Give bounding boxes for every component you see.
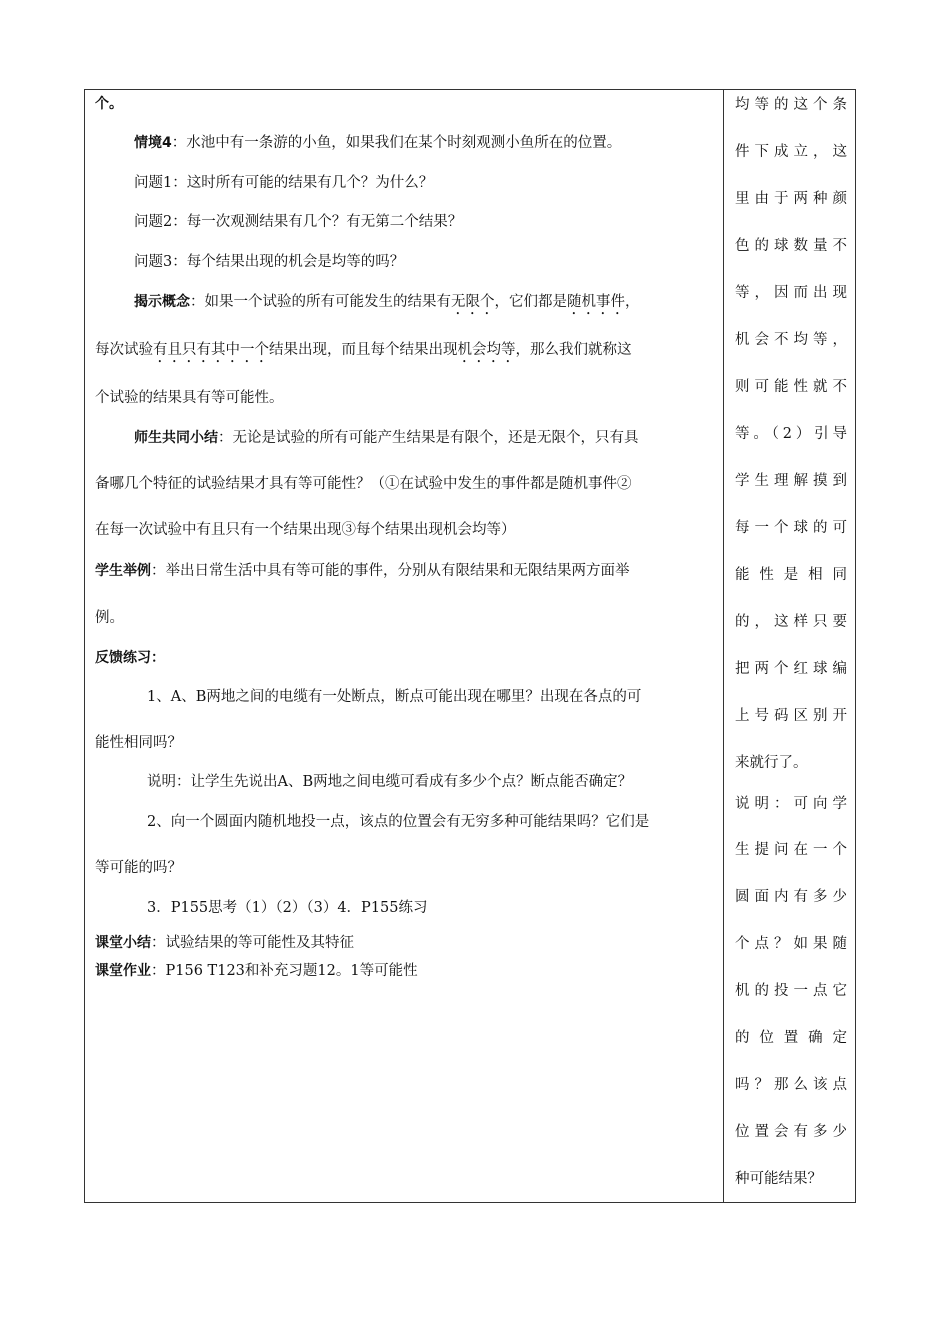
- emphasis-text: 有且只有其中一个: [153, 342, 269, 358]
- side-note-line: 能性是相同: [735, 567, 847, 583]
- side-note-line: 吗？那么该点: [735, 1077, 847, 1093]
- side-note-line: 学生理解摸到: [735, 473, 847, 489]
- homework-label: 课堂作业: [95, 963, 151, 979]
- concept-line-3: 个试验的结果具有等可能性。: [95, 390, 284, 406]
- summary-text: ：无论是试验的所有可能产生结果是有限个，还是无限个，只有具: [218, 430, 639, 446]
- side-note-line: 圆面内有多少: [735, 889, 847, 905]
- side-note-line: 位置会有多少: [735, 1124, 847, 1140]
- side-note-line: 生提问在一个: [735, 842, 847, 858]
- side-note-line: 每一个球的可: [735, 520, 847, 536]
- side-note-line: 件下成立，这: [735, 144, 847, 160]
- exercise-1-line-1: 1、A、B两地之间的电缆有一处断点，断点可能出现在哪里？出现在各点的可: [147, 689, 642, 705]
- exercise-1-line-2: 能性相同吗？: [95, 735, 182, 751]
- side-note-line: 色的球数量不: [735, 238, 847, 254]
- side-note-line: 把两个红球编: [735, 661, 847, 677]
- summary-line-1: [134, 428, 639, 448]
- feedback-label: 反馈练习：: [95, 650, 165, 666]
- side-note-line: 均等的这个条: [735, 97, 847, 113]
- exercise-1-note: 说明：让学生先说出A、B两地之间电缆可看成有多少个点？断点能否确定？: [147, 774, 633, 790]
- example-label: 学生举例: [95, 563, 151, 579]
- concept-text: 结果出现，而且每个结果出现: [269, 342, 458, 358]
- side-note-line: 等。（2）引导: [735, 426, 847, 442]
- summary-line-2: 备哪几个特征的试验结果才具有等可能性？（①在试验中发生的事件都是随机事件②: [95, 476, 632, 492]
- concept-text: ，: [625, 294, 640, 310]
- homework-text: ：P156 T123和补充习题12。1等可能性: [151, 963, 418, 979]
- side-note-line: 则可能性就不: [735, 379, 847, 395]
- scenario-4: [134, 133, 621, 153]
- concept-text: 每次试验: [95, 342, 153, 358]
- example-line-1: [95, 561, 630, 581]
- side-note-line: 里由于两种颜: [735, 191, 847, 207]
- lesson-table: [84, 89, 856, 1203]
- summary-label: 师生共同小结: [134, 430, 218, 446]
- concept-text: ：如果一个试验的所有可能发生的结果有: [190, 294, 451, 310]
- class-summary: [95, 933, 354, 953]
- side-note-line: 的位置确定: [735, 1030, 847, 1046]
- question-2: 问题2：每一次观测结果有几个？有无第二个结果？: [134, 214, 463, 230]
- question-1: 问题1：这时所有可能的结果有几个？为什么？: [134, 175, 434, 191]
- class-summary-text: ：试验结果的等可能性及其特征: [151, 935, 354, 951]
- emphasis-text: 机会均等: [457, 342, 516, 358]
- side-note-line: 个点？如果随: [735, 936, 847, 952]
- continuation-text: 个。: [95, 96, 123, 112]
- side-note-line: 种可能结果？: [735, 1171, 822, 1187]
- concept-text: ，那么我们就称这: [515, 342, 632, 358]
- emphasis-text: 无限个: [451, 294, 495, 310]
- exercise-2-line-2: 等可能的吗？: [95, 860, 182, 876]
- exercise-2-line-1: 2、向一个圆面内随机地投一点，该点的位置会有无穷多种可能结果吗？它们是: [147, 814, 650, 830]
- side-note-line: 等，因而出现: [735, 285, 847, 301]
- side-note-line: 来就行了。: [735, 755, 808, 771]
- concept-line-1: [134, 292, 640, 318]
- scenario-4-label: 情境4: [134, 135, 172, 151]
- question-3: 问题3：每个结果出现的机会是均等的吗？: [134, 254, 405, 270]
- example-line-2: 例。: [95, 610, 124, 626]
- concept-label: 揭示概念: [134, 294, 190, 310]
- side-note-line: 机会不均等，: [735, 332, 847, 348]
- scenario-4-text: ：水池中有一条游的小鱼，如果我们在某个时刻观测小鱼所在的位置。: [171, 135, 622, 151]
- side-note-line: 上号码区别开: [735, 708, 847, 724]
- class-summary-label: 课堂小结: [95, 935, 151, 951]
- homework: [95, 961, 418, 981]
- side-note-line: 机的投一点它: [735, 983, 847, 999]
- emphasis-text: 随机事件: [567, 294, 625, 310]
- example-text: ：举出日常生活中具有等可能的事件，分别从有限结果和无限结果两方面举: [151, 563, 630, 579]
- exercise-3: 3．P155思考（1）（2）（3）4．P155练习: [147, 900, 428, 916]
- summary-line-3: 在每一次试验中有且只有一个结果出现③每个结果出现机会均等）: [95, 522, 516, 538]
- side-note-line: 的，这样只要: [735, 614, 847, 630]
- concept-text: ，它们都是: [494, 294, 567, 310]
- column-divider: [723, 90, 724, 1202]
- concept-line-2: [95, 340, 632, 366]
- side-note-line: 说明：可向学: [735, 796, 847, 812]
